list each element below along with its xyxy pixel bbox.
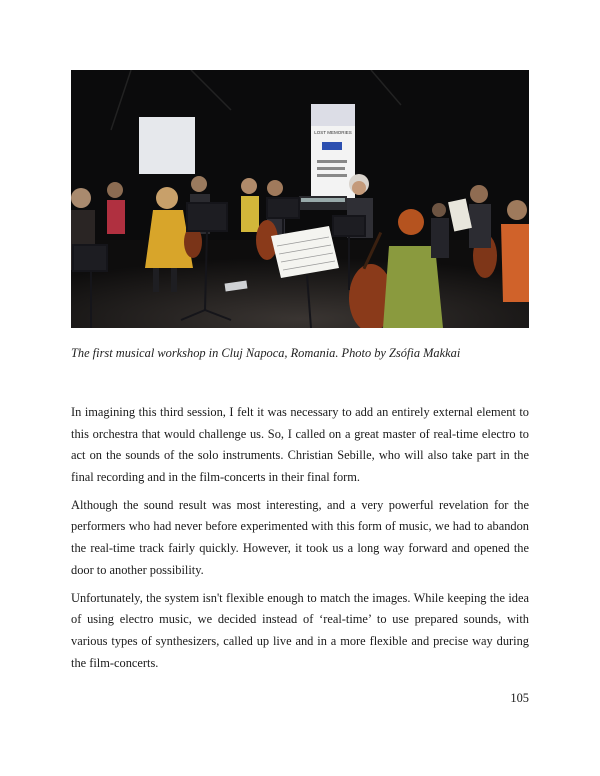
projection-screen xyxy=(139,117,195,174)
orchestra-workshop-photo xyxy=(71,70,529,328)
photo-illustration xyxy=(71,70,529,328)
paragraph-3: Unfortunately, the system isn't flexible enough to match the images. While keeping the idea of using electro music, we decided instead of ‘real-time’ to use prepared sounds, with various types of synthesizers, called up live and in a more flexible and precise way during the film-concerts. xyxy=(71,590,529,670)
paragraph-2: Although the sound result was most interesting, and a very powerful revelation for the performers who had never before experimented with this form of music, we had to abandon the real-time track fairly quickly. However, it took us a long way forward and opened the door to another possibility. xyxy=(71,497,529,577)
photo-caption: The first musical workshop in Cluj Napoca, Romania. Photo by Zsófia Makkai xyxy=(71,346,461,360)
banner-title: LOST MEMORIES xyxy=(314,130,352,135)
page-number: 105 xyxy=(510,691,529,705)
body-text xyxy=(71,402,529,681)
banner-stand xyxy=(311,104,355,198)
paragraph-1: In imagining this third session, I felt it was necessary to add an entirely external element to this orchestra that would challenge us. So, I called on a great master of real-time electro to act on the sounds of the solo instruments. Christian Sebille, who will also take part in the final recording and in the film-concerts in their final form. xyxy=(71,405,529,484)
